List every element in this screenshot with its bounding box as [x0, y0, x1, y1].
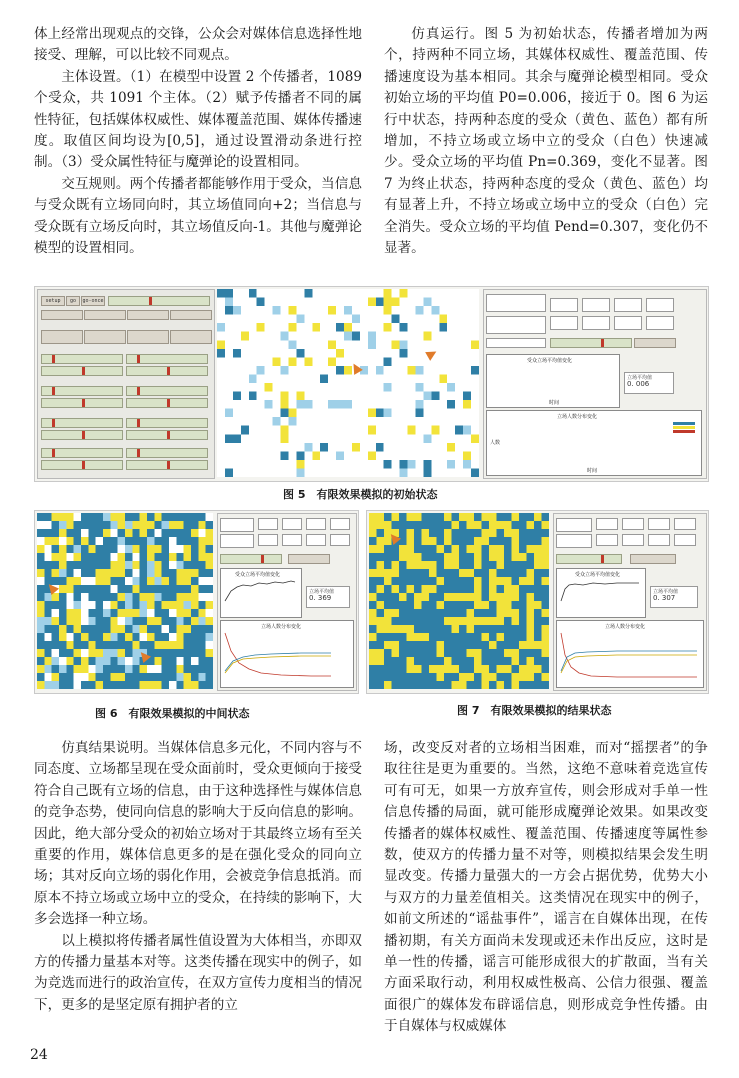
y-axis-label: 人数	[490, 440, 501, 446]
third-model-button[interactable]	[127, 330, 169, 344]
slider-5[interactable]	[41, 386, 123, 396]
monitor-box	[614, 298, 642, 312]
monitor-box	[596, 534, 618, 546]
figure-7-caption: 图 7 有限效果模拟的结果状态	[457, 704, 612, 717]
slider-14[interactable]	[126, 448, 208, 458]
slider-3[interactable]	[41, 366, 123, 376]
monitor-box	[330, 534, 350, 546]
paragraph: 仿真结果说明。当媒体信息多元化，不同内容与不同态度、立场都呈现在受众面前时，受众更倾向于接受符合自己既有立场的信息，由于这种选择性与媒体信息的竞争态势，使同向信息的影响大于反向信息的影响。因此，绝大部分受众的初始立场对于其最终立场有至关重要的作用，媒体信息更多的是在强化受众的同向立场；其对反向立场的弱化作用，会被竞争信息抵消。而原本不持立场或立场中立的受众，在持续的影响下，大多会选择一种立场。	[34, 740, 362, 928]
monitor-box	[582, 298, 610, 312]
slider-11[interactable]	[41, 430, 123, 440]
monitor-box	[330, 518, 350, 530]
monitor-box	[648, 534, 670, 546]
figure-7	[366, 510, 709, 694]
monitor-box	[674, 534, 696, 546]
slider-2[interactable]	[126, 354, 208, 364]
slider-7[interactable]	[41, 398, 123, 408]
paragraph: 场，改变反对者的立场相当困难，而对“摇摆者”的争取往往是更为重要的。当然，这绝不意味着竞选宣传可有可无，如果一方放弃宣传，则会形成对手单一性信息传播的局面，就可能形成魔弹论效果。如果改变传播者的媒体权威性、覆盖范围、传播速度等属性参数，使双方的传播力量不对等，则模拟结果会发生明显改变。传播力量强大的一方会占据优势，优势大小与双方的力量差值相关。这类情况在现实中的例子，如前文所述的“谣盐事件”，谣言在自媒体出现，在传播初期，有关方面尚未发现或还未作出反应，这时是单一性的传播，谣言可能形成很大的扩散面，当有关方面采取行动，利用权威性极高、公信力很强、覆盖面很广的媒体发布辟谣信息，则形成竞争性传播。由于自媒体与权威媒体	[384, 740, 708, 1035]
avg-plot	[556, 568, 646, 618]
avg-label: 立场平均值	[627, 375, 653, 381]
slider-6[interactable]	[126, 386, 208, 396]
slider-9[interactable]	[41, 418, 123, 428]
monitor-box	[306, 518, 326, 530]
text-column-top-left	[34, 24, 362, 259]
slider-audience[interactable]	[550, 338, 632, 348]
first-type-button[interactable]	[41, 310, 83, 320]
distribution-plot-title: 立场人数分布变化	[557, 414, 598, 420]
monitor-box	[622, 534, 644, 546]
avg-plot-title: 受众立场平均值变化	[575, 572, 621, 578]
monitor-box	[674, 518, 696, 530]
avg-plot	[220, 568, 302, 618]
legend	[673, 421, 695, 434]
paragraph: 主体设置。（1）在模型中设置 2 个传播者，1089 个受众，共 1091 个主体。（2）赋予传播者不同的属性特征，包括媒体权威性、媒体覆盖范围、媒体传播速度。取值区间均设为[0,5]，通过设置滑动条进行控制。（3）受众属性特征与魔弹论的设置相同。	[34, 68, 362, 171]
distribution-plot	[556, 620, 704, 688]
monitor-box	[486, 294, 546, 312]
control-panel	[37, 289, 215, 479]
slider-4[interactable]	[126, 366, 208, 376]
monitor-box	[582, 316, 610, 330]
monitor-panel	[553, 513, 707, 691]
avg-plot-title: 受众立场平均值变化	[527, 358, 573, 364]
avg-line	[221, 569, 299, 615]
distribution-plot	[220, 620, 354, 688]
monitor-panel	[483, 289, 707, 479]
monitor-box	[646, 316, 674, 330]
avg-plot	[486, 354, 620, 408]
avg-label: 立场平均值	[653, 589, 679, 595]
slider-audience[interactable]	[556, 554, 622, 564]
text-column-bottom-right	[384, 738, 708, 1038]
text-column-bottom-left	[34, 738, 362, 1016]
monitor-box	[282, 534, 302, 546]
view-button[interactable]	[634, 338, 676, 348]
slider-num-audience[interactable]	[108, 296, 210, 306]
first-model-button[interactable]	[41, 330, 83, 344]
page-number: 24	[30, 1047, 48, 1063]
monitor-box	[648, 518, 670, 530]
avg-line	[557, 569, 643, 615]
paragraph: 交互规则。两个传播者都能够作用于受众，当信息与受众既有立场同向时，其立场值同向+2；当信息与受众既有立场反向时，其立场值反向-1。其他与魔弹论模型的设置相同。	[34, 175, 362, 257]
world-grid	[217, 289, 479, 477]
fourth-type-button[interactable]	[170, 310, 212, 320]
slider-8[interactable]	[126, 398, 208, 408]
monitor-box	[556, 518, 592, 532]
figure-6	[34, 510, 359, 694]
slider-12[interactable]	[126, 430, 208, 440]
monitor-box	[258, 518, 278, 530]
slider-16[interactable]	[126, 460, 208, 470]
monitor-box	[486, 338, 546, 348]
go-once-button[interactable]: go-once	[82, 298, 104, 304]
distribution-plot-title: 立场人数分布变化	[261, 624, 302, 630]
avg-value-monitor	[306, 586, 350, 608]
paragraph: 以上模拟将传播者属性值设置为大体相当，亦即双方的传播力量基本对等。这类传播在现实中的例子，如为竞选而进行的政治宣传，在双方宣传力度相当的情况下，更多的是坚定原有拥护者的立	[34, 932, 362, 1013]
figure-6-caption: 图 6 有限效果模拟的中间状态	[95, 707, 250, 720]
view-button[interactable]	[630, 554, 676, 564]
avg-value: 0. 006	[627, 380, 650, 388]
go-button[interactable]: go	[66, 296, 80, 306]
monitor-box	[596, 518, 618, 530]
avg-value: 0. 307	[653, 594, 676, 602]
monitor-box	[614, 316, 642, 330]
monitor-box	[306, 534, 326, 546]
avg-label: 立场平均值	[309, 589, 335, 595]
view-button[interactable]	[288, 554, 330, 564]
monitor-panel	[217, 513, 357, 691]
figure-5-caption: 图 5 有限效果模拟的初始状态	[283, 488, 438, 501]
distribution-lines	[557, 621, 701, 685]
distribution-lines	[221, 621, 351, 685]
x-axis-label: 时间	[587, 468, 598, 474]
paragraph: 体上经常出现观点的交锋，公众会对媒体信息选择性地接受、理解，可以比较不同观点。	[34, 26, 362, 64]
monitor-box	[550, 316, 578, 330]
world-grid	[37, 513, 213, 689]
slider-audience[interactable]	[220, 554, 282, 564]
figure-5	[34, 286, 709, 482]
slider-1[interactable]	[41, 354, 123, 364]
fourth-model-button[interactable]	[170, 330, 212, 344]
monitor-box	[220, 518, 254, 532]
monitor-box	[258, 534, 278, 546]
distribution-plot-title: 立场人数分布变化	[605, 624, 646, 630]
monitor-box	[282, 518, 302, 530]
distribution-plot	[486, 410, 702, 476]
text-column-top-right	[384, 24, 708, 259]
slider-15[interactable]	[41, 460, 123, 470]
slider-13[interactable]	[41, 448, 123, 458]
second-model-button[interactable]	[84, 330, 126, 344]
paragraph: 仿真运行。图 5 为初始状态，传播者增加为两个，持两种不同立场，其媒体权威性、覆盖范围、传播速度设为基本相同。其余与魔弹论模型相同。受众初始立场的平均值 P0=0.006，接近于 0。图 6 为运行中状态，持两种态度的受众（黄色、蓝色）都有所增加，不持立场或立场中立的受众（白色）快速减少。受众立场的平均值 Pn=0.369，变化不显著。图 7 为终止状态，持两种态度的受众（黄色、蓝色）均有显著上升，不持立场或立场中立的受众（白色）完全消失。受众立场的平均值 Pend=0.307，变化仍不显著。	[384, 26, 708, 257]
monitor-box	[622, 518, 644, 530]
avg-value: 0. 369	[309, 594, 332, 602]
setup-button[interactable]: setup	[41, 296, 65, 306]
x-axis-label: 时间	[549, 400, 560, 406]
monitor-box	[556, 534, 592, 548]
avg-plot-title: 受众立场平均值变化	[235, 572, 281, 578]
avg-value-monitor	[624, 372, 674, 394]
monitor-box	[550, 298, 578, 312]
monitor-box	[220, 534, 254, 548]
monitor-box	[646, 298, 674, 312]
slider-10[interactable]	[126, 418, 208, 428]
avg-value-monitor	[650, 586, 698, 608]
third-type-button[interactable]	[127, 310, 169, 320]
second-type-button[interactable]	[84, 310, 126, 320]
monitor-box	[486, 316, 546, 334]
